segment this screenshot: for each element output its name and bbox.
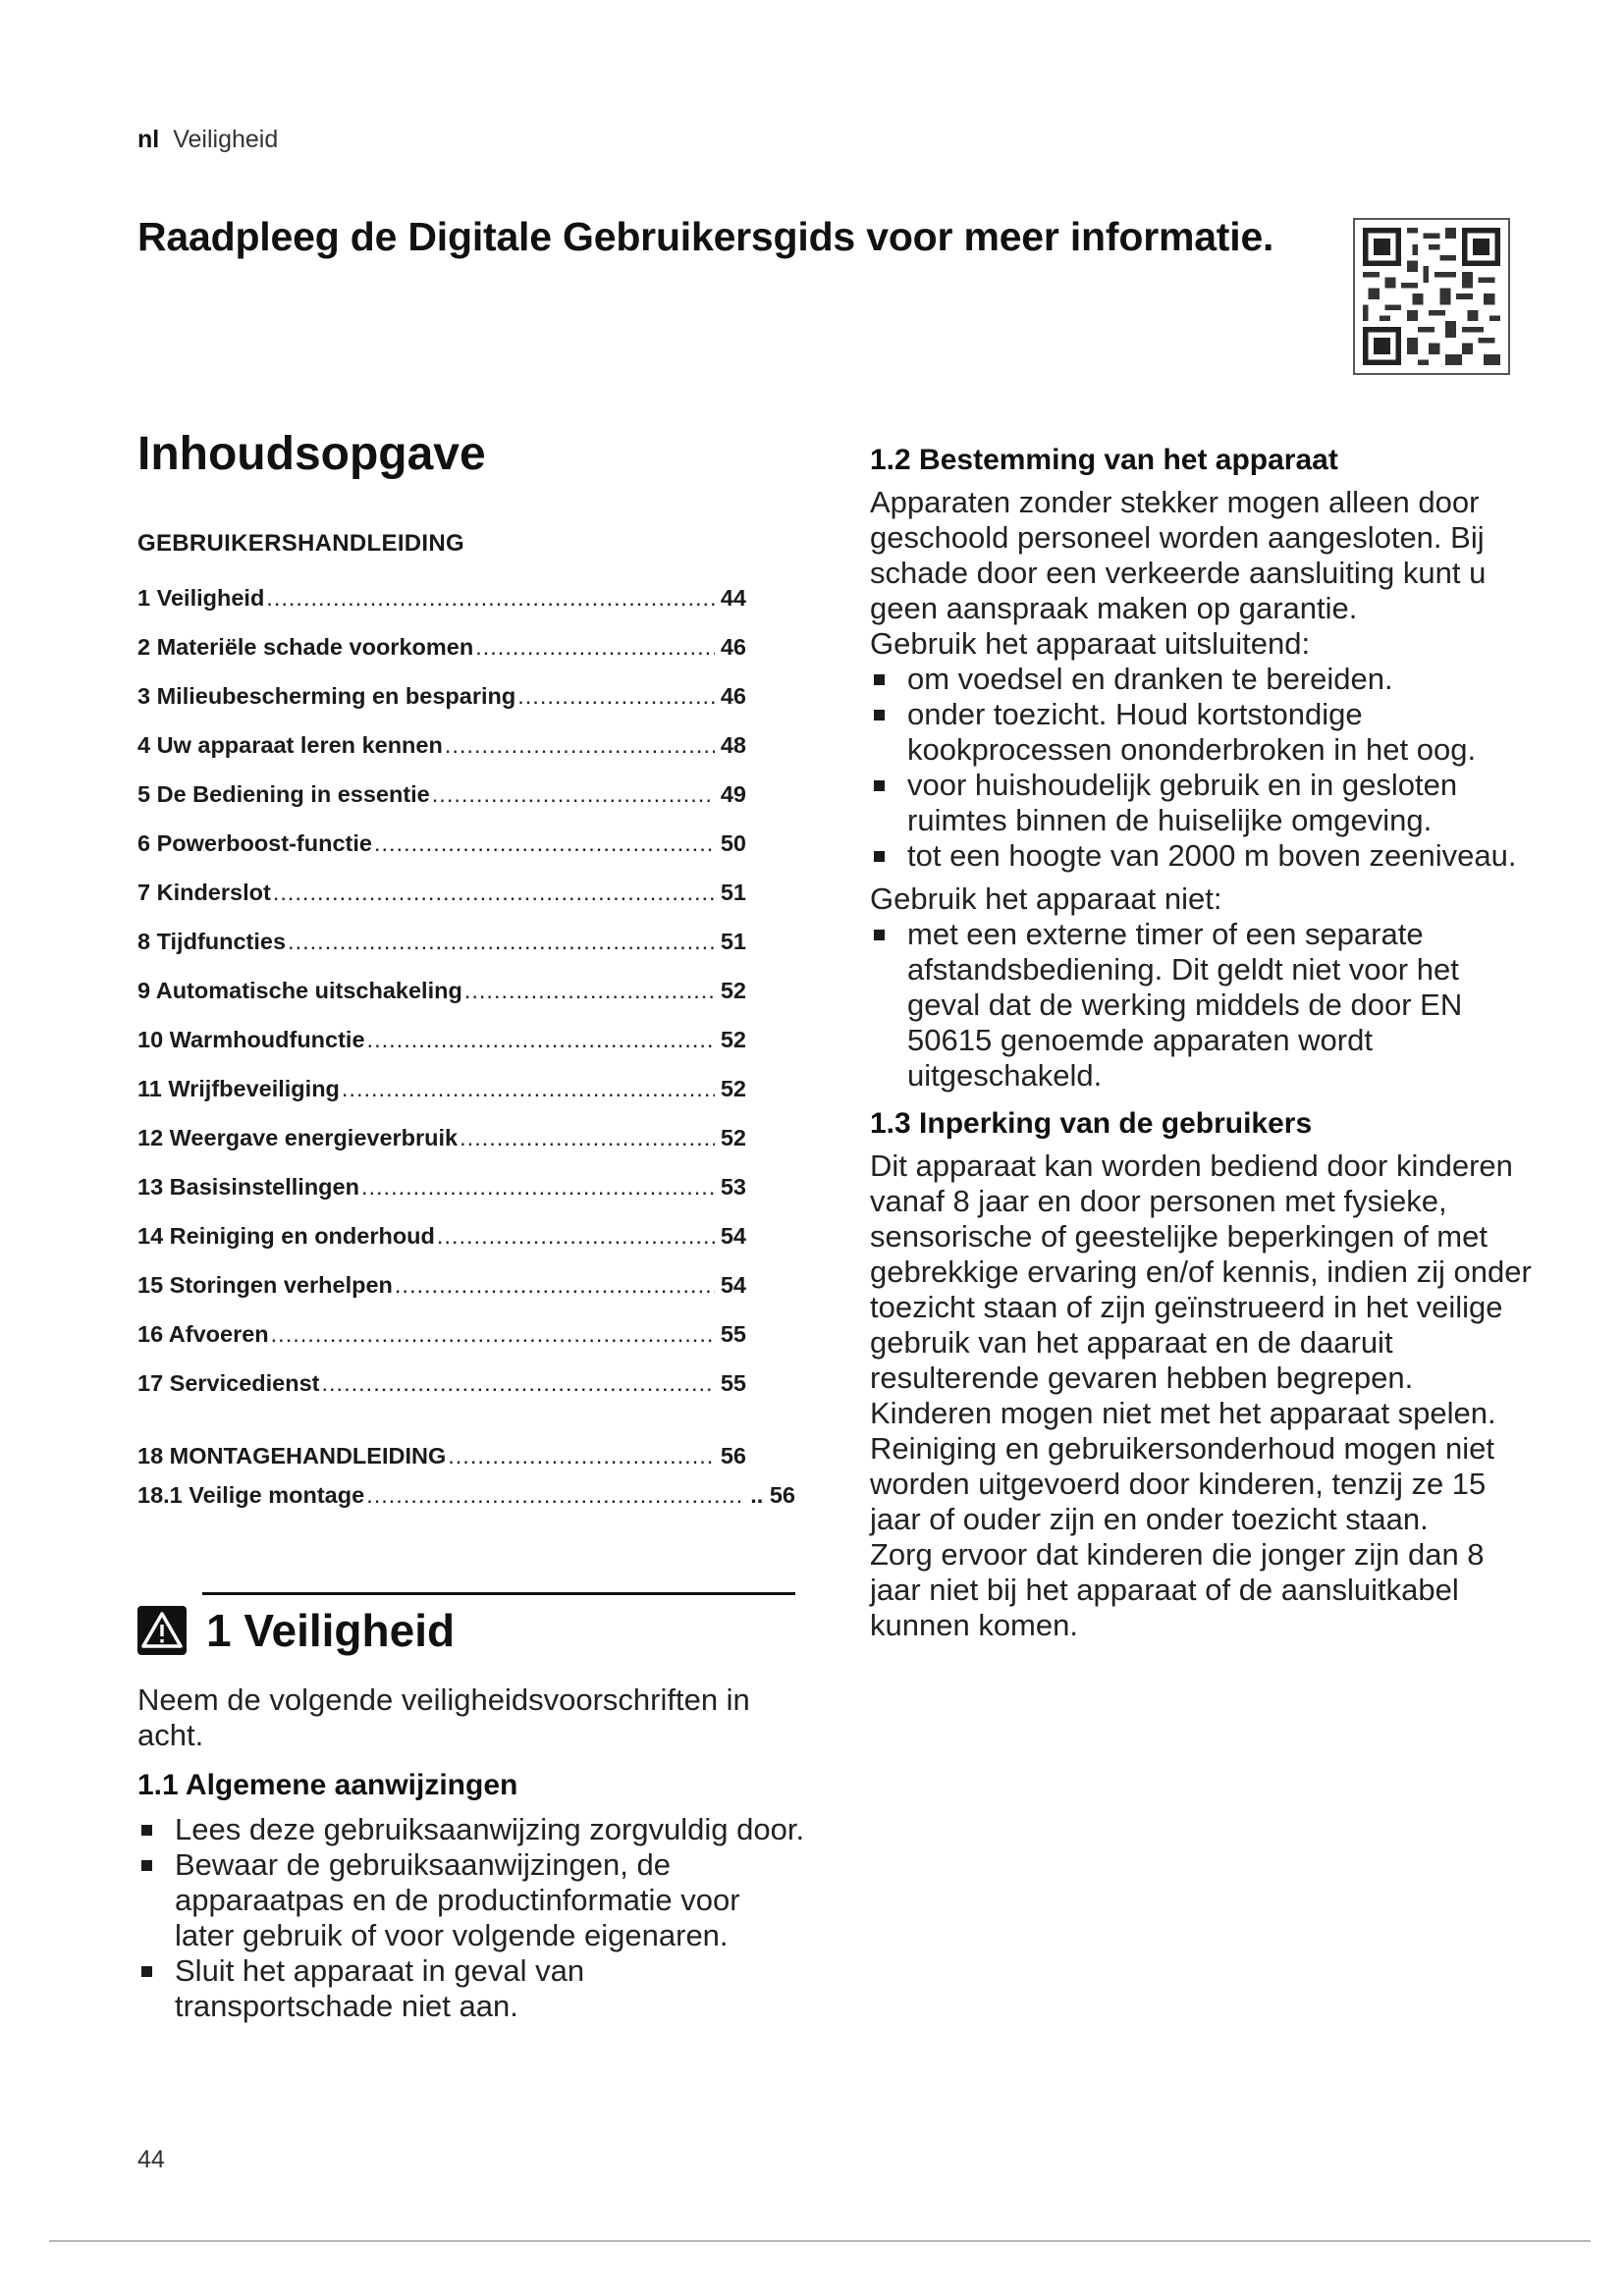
right-column [870, 444, 1534, 1643]
paragraph: Gebruik het apparaat uitsluitend: [870, 626, 1311, 661]
page-number: 44 [137, 2146, 165, 2173]
list-item: tot een hoogte van 2000 m boven zeeniveau. [870, 838, 1534, 874]
paragraph: Gebruik het apparaat niet: [870, 881, 1222, 916]
toc-entry[interactable]: 2 Materiële schade voorkomen ..... 46 [137, 634, 746, 683]
toc-entry[interactable]: 11 Wrijfbeveiliging ..... 52 [137, 1076, 746, 1125]
digital-guide-heading: Raadpleeg de Digitale Gebruikersgids voor meer informatie. [137, 214, 1274, 259]
toc-entry[interactable]: 7 Kinderslot ..... 51 [137, 880, 746, 929]
left-column [137, 427, 805, 2024]
toc-entry[interactable]: 16 Afvoeren ..... 55 [137, 1321, 746, 1370]
paragraph: Zorg ervoor dat kinderen die jonger zijn dan 8 jaar niet bij het apparaat of de aansluitkabel kunnen komen. [870, 1537, 1485, 1642]
list-item: om voedsel en dranken te bereiden. [870, 662, 1534, 697]
toc-entry[interactable]: 14 Reiniging en onderhoud ..... 54 [137, 1223, 746, 1272]
toc-entry[interactable]: 18.1 Veilige montage ..... .. 56 [137, 1482, 795, 1522]
toc-subtitle: GEBRUIKERSHANDLEIDING [137, 530, 464, 557]
general-instructions-list [137, 1812, 805, 2024]
list-item: Lees deze gebruiksaanwijzing zorgvuldig door. [137, 1812, 805, 1847]
qr-code-icon [1353, 218, 1510, 375]
page-bottom-rule [49, 2240, 1591, 2242]
paragraph: Kinderen mogen niet met het apparaat spelen. [870, 1396, 1496, 1430]
safety-intro: Neem de volgende veiligheidsvoorschriften in acht. [137, 1682, 750, 1752]
list-item: Sluit het apparaat in geval van transportschade niet aan. [137, 1953, 805, 2024]
paragraph: Apparaten zonder stekker mogen alleen door geschoold personeel worden aangesloten. Bij schade door een verkeerde aansluiting kunt u geen aanspraak maken op garantie. [870, 485, 1487, 625]
list-item: onder toezicht. Houd kortstondige kookprocessen ononderbroken in het oog. [870, 697, 1534, 768]
warning-icon [137, 1606, 187, 1655]
paragraph: Dit apparaat kan worden bediend door kinderen vanaf 8 jaar en door personen met fysieke, sensorische of geestelijke beperkingen of met gebrekkige ervaring en/of kennis, indien zij onder toezicht staan of zijn geïnstrueerd in het veilige gebruik van het apparaat en de daaruit resulterende gevaren hebben begrepen. [870, 1148, 1532, 1395]
toc-entry[interactable]: 10 Warmhoudfunctie ..... 52 [137, 1027, 746, 1076]
intended-use-list [870, 662, 1534, 874]
subsection-title-1-1: 1.1 Algemene aanwijzingen [137, 1769, 518, 1801]
toc-title: Inhoudsopgave [137, 428, 486, 480]
toc-list [137, 585, 805, 1522]
section-title: 1 Veiligheid [206, 1605, 456, 1656]
subsection-title-1-3: 1.3 Inperking van de gebruikers [870, 1107, 1313, 1140]
language-code: nl [137, 126, 160, 153]
prohibited-use-list [870, 917, 1534, 1094]
toc-entry[interactable]: 15 Storingen verhelpen ..... 54 [137, 1272, 746, 1321]
toc-entry[interactable]: 1 Veiligheid ..... 44 [137, 585, 746, 634]
toc-entry[interactable]: 3 Milieubescherming en besparing ..... 46 [137, 683, 746, 732]
toc-entry[interactable]: 5 De Bediening in essentie ..... 49 [137, 781, 746, 830]
heading-rule [202, 1592, 795, 1595]
toc-entry[interactable]: 9 Automatische uitschakeling ..... 52 [137, 978, 746, 1027]
toc-entry[interactable]: 8 Tijdfuncties ..... 51 [137, 929, 746, 978]
toc-entry[interactable]: 6 Powerboost-functie ..... 50 [137, 830, 746, 880]
toc-entry[interactable]: 12 Weergave energieverbruik ..... 52 [137, 1125, 746, 1174]
list-item: met een externe timer of een separate afstandsbediening. Dit geldt niet voor het geval dat de werking middels de door EN 50615 genoemde apparaten wordt uitgeschakeld. [870, 917, 1534, 1094]
toc-entry[interactable]: 4 Uw apparaat leren kennen ..... 48 [137, 732, 746, 781]
header-section: Veiligheid [173, 126, 279, 153]
subsection-title-1-2: 1.2 Bestemming van het apparaat [870, 444, 1338, 476]
list-item: Bewaar de gebruiksaanwijzingen, de apparaatpas en de productinformatie voor later gebruik of voor volgende eigenaren. [137, 1847, 805, 1953]
list-item: voor huishoudelijk gebruik en in gesloten ruimtes binnen de huiselijke omgeving. [870, 768, 1534, 838]
toc-entry[interactable]: 13 Basisinstellingen ..... 53 [137, 1174, 746, 1223]
paragraph: Reiniging en gebruikersonderhoud mogen niet worden uitgevoerd door kinderen, tenzij ze 15 jaar of ouder zijn en onder toezicht staan. [870, 1431, 1494, 1536]
toc-entry[interactable]: 18 MONTAGEHANDLEIDING ..... 56 [137, 1443, 746, 1482]
safety-section-heading [137, 1592, 805, 1671]
toc-entry[interactable]: 17 Servicedienst ..... 55 [137, 1370, 746, 1419]
running-header [137, 126, 278, 154]
